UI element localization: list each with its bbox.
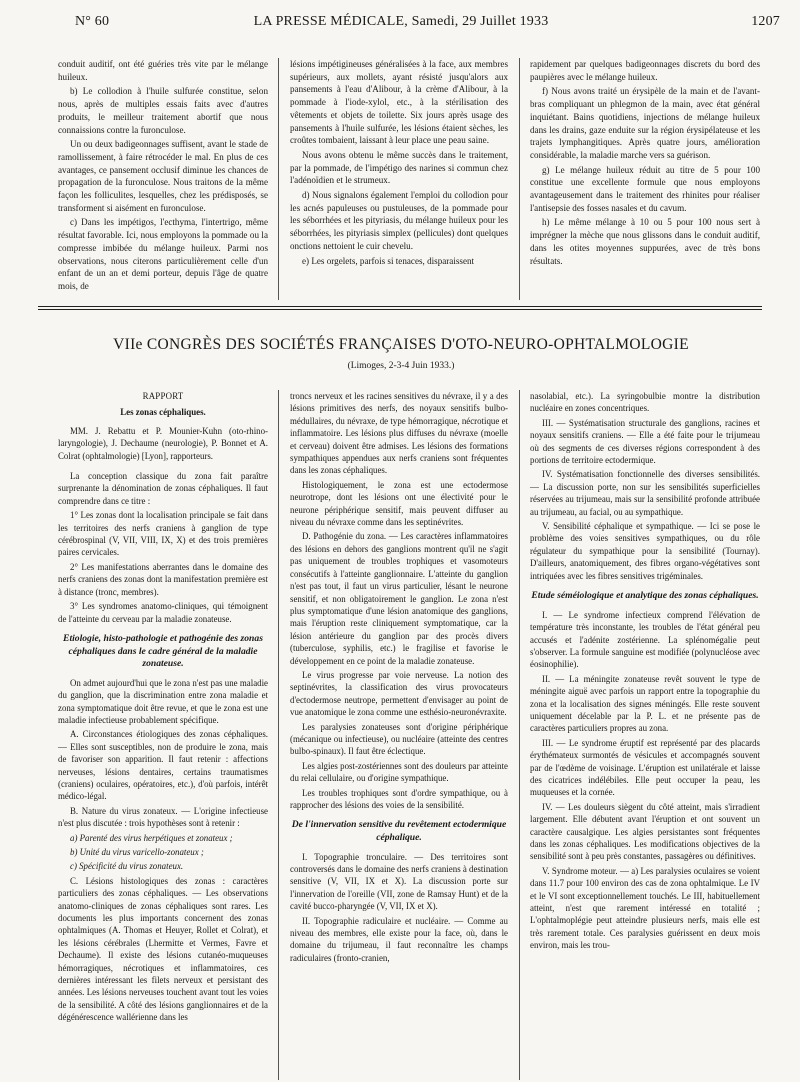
paragraph: III. — Systématisation structurale des ganglions, racines et noyaux sensitifs craniens. — Elle a été faite pour le trijumeau où des segments de ces diverses régions correspondent à des portions de territoire ectodermique.: [530, 417, 760, 466]
lower-column-3: [530, 390, 760, 952]
rapport-heading: RAPPORT: [142, 391, 184, 401]
paragraph: 3° Les syndromes anatomo-cliniques, qui témoignent de l'atteinte du cerveau par la maladie zonateuse.: [58, 601, 268, 624]
paragraph: nasolabial, etc.). La syringobulbie montre la distribution nucléaire en zones concentriques.: [530, 391, 760, 414]
paragraph: Histologiquement, le zona est une ectodermose neurotrope, dont les lésions ont une électivité pour le neurone périphérique sensitif, mais peuvent diffuser au niveau du névraxe comme dans les septinévrites.: [290, 479, 508, 528]
paragraph: d) Nous signalons également l'emploi du collodion pour les acnés papuleuses ou pustuleuses, de la pommade pour les séborrhées et les pityriasis, du mélange huileux pour les séborrhées, les pityriasis simplex (pellicules) dont quelques onctions nettoient le cuir chevelu.: [290, 190, 508, 251]
paragraph: D. Pathogénie du zona. — Les caractères inflammatoires des lésions en dehors des ganglions montrent qu'il ne s'agit pas uniquement de troubles trophiques et vasomoteurs consécutifs à l'atteinte ganglionnaire. L'atteinte du ganglion n'est pas tout, il faut un virus particulier, lésant le neurone sensitif, et non obligatoirement le ganglion. Le zona n'est plus symptomatique d'une lésion anatomique des ganglions, mais l'éruption reste cliniquement symptomatique, car la lésion antérieure du ganglion par des procès divers (tuberculose, syphilis, etc.) le fragilise et favorise le développement en ce point de la maladie zonateuse.: [290, 531, 508, 666]
paragraph: II. Topographie radiculaire et nucléaire. — Comme au niveau des membres, elle existe pour la face, où, dans le domaine du trijumeau, il faut reconnaître les champs radiculaires (fronto-cranien,: [290, 915, 508, 963]
journal-title: LA PRESSE MÉDICALE, Samedi, 29 Juillet 1933: [253, 14, 549, 29]
paragraph: I. Topographie tronculaire. — Des territoires sont controversés dans le domaine des nerfs craniens à destination sensitive (V, VII, IX et X). La discussion porte sur l'innervation de l'oreille (VII, zone de Ramsay Hunt) et de la cavité bucco-pharyngée (V, VII, IX et X).: [290, 851, 508, 912]
congress-subtitle: (Limoges, 2-3-4 Juin 1933.): [347, 361, 455, 371]
paragraph: Les troubles trophiques sont d'ordre sympathique, ou à rapprocher des lésions des voies de la sensibilité.: [290, 787, 508, 810]
paragraph: I. — Le syndrome infectieux comprend l'élévation de température très inconstante, les troubles de l'état général peu accusés et l'adénite zostérienne. La splénomégalie peut s'observer. La formule sanguine est modifiée (polynucléose avec éosinophilie).: [530, 609, 760, 670]
paragraph: Nous avons obtenu le même succès dans le traitement, par la pommade, de l'impétigo des narines si commun chez l'adénoïdien et le strumeux.: [290, 149, 508, 186]
column-divider: [278, 390, 279, 1080]
paragraph: Un ou deux badigeonnages suffisent, avant le stade de ramollissement, à faire rétrocéder le mal. En plus de ces avantages, ce pansement occlusif diminue les chances de propagation de la furonculose. Nous traitons de la même façon les folliculites, lesquelles, chez les prédisposés, se transforment si aisément en furonculose.: [58, 139, 268, 213]
paragraph: A. Circonstances étiologiques des zonas céphaliques. — Elles sont susceptibles, non de produire le zona, mais de favoriser son apparition. Il faut retenir : affections nerveuses, lésions dentaires, certains traumatismes (craniens) oculaires, opératoires, etc.), d'où parfois, intérêt médico-légal.: [58, 729, 268, 802]
paragraph: g) Le mélange huileux réduit au titre de 5 pour 100 constitue une excellente formule que nous employons avantageusement dans le traitement des rhinites pour réaliser l'antisepsie des fosses nasales et du cavum.: [530, 164, 760, 213]
upper-column-3: [530, 58, 760, 267]
paragraph: V. Syndrome moteur. — a) Les paralysies oculaires se voient dans 11.7 pour 100 environ des cas de zona ophtalmique. Le IV et le VI sont exceptionnellement touchés. Le III, habituellement atteint, n'est que rarement intéressé en totalité ; L'ophtalmoplégie peut atteindre plusieurs nerfs, mais elle est très rarement totale. Ces paralysies guérissent en deux mois environ, mais les trou-: [530, 865, 760, 951]
upper-column-2: [290, 58, 508, 267]
content-frame: [20, 14, 782, 1074]
paragraph: III. — Le syndrome éruptif est représenté par des placards érythémateux surmontés de vésicules et accompagnés souvent par de l'œdème de voisinage. L'éruption est unilatérale et laisse des cicatrices indélébiles. Elle peut occuper la peau, les muqueuses et la cornée.: [530, 737, 760, 798]
section-heading: De l'innervation sensitive du revêtement ectodermique céphalique.: [291, 819, 507, 843]
paragraph: V. Sensibilité céphalique et sympathique. — Ici se pose le problème des voies sensitives sympathiques, ou du rôle régulateur du sympathique pour la sensibilité (Tournay). D'ailleurs, anatomiquement, des fibres organo-végétatives sont intriquées avec les fibres sensitives trigéminales.: [530, 521, 760, 581]
list-item: a) Parenté des virus herpétiques et zonateux ;: [70, 832, 233, 843]
paragraph: IV. — Les douleurs siègent du côté atteint, mais s'irradient largement. Elle débutent avant l'éruption et ont souvent un caractère causalgique. Les algies persistantes sont fréquentes dans les zonas céphaliques. Les modifications objectives de la sensibilité sont à peu près constantes, passagères ou définitives.: [530, 801, 760, 862]
paragraph: La conception classique du zona fait paraître surprenante la dénomination de zonas céphaliques. Il faut comprendre dans ce titre :: [58, 471, 268, 506]
paragraph: rapidement par quelques badigeonnages discrets du bord des paupières avec le mélange huileux.: [530, 59, 760, 82]
authors: MM. J. Rebattu et P. Mounier-Kuhn (oto-rhino-laryngologie), J. Dechaume (neurologie), P. Bonnet et A. Colrat (ophtalmologie) [Lyon], rapporteurs.: [58, 425, 268, 461]
paragraph: 1° Les zonas dont la localisation principale se fait dans les territoires des nerfs craniens à ganglion de type cérébrospinal (V, VII, VIII, IX, X) et des trois premières paires cervicales.: [58, 510, 268, 558]
section-heading: Etiologie, histo-pathologie et pathogénie des zonas céphaliques dans le cadre général de la maladie zonateuse.: [63, 632, 263, 670]
topic-heading: Les zonas céphaliques.: [120, 407, 206, 418]
page-number: 1207: [751, 14, 780, 29]
paragraph: Les paralysies zonateuses sont d'origine périphérique (mécanique ou infectieuse), ou nucléaire (atteinte des centres bulbo-spinaux). Il faut être éclectique.: [290, 721, 508, 757]
paragraph: On admet aujourd'hui que le zona n'est pas une maladie du ganglion, que la discrimination entre zona maladie et zona symptomatique doit être revue, et que le zona est une maladie infectieuse probablement spécifique.: [58, 677, 268, 725]
paragraph: II. — La méningite zonateuse revêt souvent le type de méningite aiguë avec parfois un rapport entre la topographie du zona et la localisation des signes méningés. Elle reste souvent uniquement décelable par la P. L. et ne présente pas de caractères particuliers propres au zona.: [530, 673, 760, 734]
section-heading: Etude séméiologique et analytique des zonas céphaliques.: [531, 590, 759, 602]
section-rule: [38, 306, 762, 310]
lower-article: [20, 390, 782, 1080]
paragraph: lésions impétigineuses généralisées à la face, aux membres supérieurs, aux mollets, ayant résisté jusqu'alors aux pansements à l'eau d'Alibour, à la crème d'Alibour, à la pommade à l'iode-xylol, etc., à la stérilisation des vêtements et objets de toilette. Six jours après usage des pansements à l'huile sulfurée, les lésions étaient sèches, les croûtes tombaient, laissant à leur place une peau saine.: [290, 59, 508, 146]
issue-number: N° 60: [75, 14, 110, 29]
paragraph: C. Lésions histologiques des zonas : caractères particuliers des zonas céphaliques. — Les observations anatomo-cliniques de zonas céphaliques sont rares. Les documents les plus importants concernent des zonas ophtalmiques (A. Thomas et Heuyer, Rollet et Colrat), et les lésions cérébrales (Lhermitte et Vermes, Favre et Dechaume). Il existe des lésions cutanéo-muqueuses hémorragiques, nécrotiques et inflammatoires, ces dernières intéressant les filets nerveux et persistant des années. Les lésions nerveuses touchent avant tout les voies de la sensibilité. A côté des lésions ganglionnaires et de la dégénérescence wallérienne dans les: [58, 875, 268, 1023]
column-divider: [519, 58, 520, 300]
lower-column-2: [290, 390, 508, 964]
paragraph: 2° Les manifestations aberrantes dans le domaine des nerfs craniens des zonas dont la manifestation première est à distance (tronc, membres).: [58, 561, 268, 597]
paragraph: conduit auditif, ont été guéries très vite par le mélange huileux.: [58, 59, 268, 82]
upper-column-1: [58, 58, 268, 293]
column-divider: [278, 58, 279, 300]
paragraph: Le virus progresse par voie nerveuse. La notion des septinévrites, la classification des virus provocateurs d'ectodermose neutrope, permettent d'envisager au point de vue anatomique le zona comme une esthésio-neuronévraxite.: [290, 669, 508, 718]
paragraph: h) Le même mélange à 10 ou 5 pour 100 nous sert à imprégner la mèche que nous glissons dans le conduit auditif, dans les otites moyennes suppurées, avec de très bons résultats.: [530, 217, 760, 266]
paragraph: e) Les orgelets, parfois si tenaces, disparaissent: [302, 255, 475, 266]
paragraph: b) Le collodion à l'huile sulfurée constitue, selon nous, après de multiples essais faits avec d'autres produits, le meilleur traitement abortif que nous connaissions contre la furonculose.: [58, 86, 268, 135]
upper-article: [20, 58, 782, 300]
paragraph: troncs nerveux et les racines sensitives du névraxe, il y a des lésions primitives des nerfs, des noyaux sensitifs bulbo-médullaires, du névraxe, de type hémorragique, nécrotique et inflammatoire. Les lésions plus diffuses du névraxe (moelle et cerveau) doivent être admises. Les lésions des formations sympathiques appendues aux nerfs craniens sont fréquentes dans les zonas céphaliques.: [290, 391, 508, 476]
paragraph: B. Nature du virus zonateux. — L'origine infectieuse n'est plus discutée : trois hypothèses sont à retenir :: [58, 805, 268, 829]
congress-title: VIIe CONGRÈS DES SOCIÉTÉS FRANÇAISES D'OTO-NEURO-OPHTALMOLOGIE: [113, 336, 689, 353]
lower-column-1: [58, 390, 268, 1024]
paragraph: Les algies post-zostériennes sont des douleurs par atteinte du relai cellulaire, ou d'origine sympathique.: [290, 760, 508, 784]
column-divider: [519, 390, 520, 1080]
list-item: c) Spécificité du virus zonateux.: [70, 861, 184, 872]
paragraph: IV. Systématisation fonctionnelle des diverses sensibilités. — La discussion porte, non sur les sensibilités superficielles réservées au trijumeau, mais sur la sensibilité profonde attribuée au trijumeau, au facial, ou au sympathique.: [530, 469, 760, 517]
paragraph: c) Dans les impétigos, l'ecthyma, l'intertrigo, même résultat favorable. Ici, nous employons la pommade ou la compresse imbibée du mélange huileux. Parmi nos observations, nous citerons particulièrement celle d'un enfant de un an et demi porteur, depuis l'âge de quatre mois, de: [58, 217, 268, 291]
list-item: b) Unité du virus varicello-zonateux ;: [70, 846, 204, 857]
paragraph: f) Nous avons traité un érysipèle de la main et de l'avant-bras compliquant un phlegmon de la main, avec état général inquiétant. Bains quotidiens, injections de mélange huileux dans les drains, gaze enduite sur la région érysipélateuse et les trajets lymphangitiques. Après quatre jours, amélioration considérable, la maladie marche vers sa guérison.: [530, 86, 760, 160]
